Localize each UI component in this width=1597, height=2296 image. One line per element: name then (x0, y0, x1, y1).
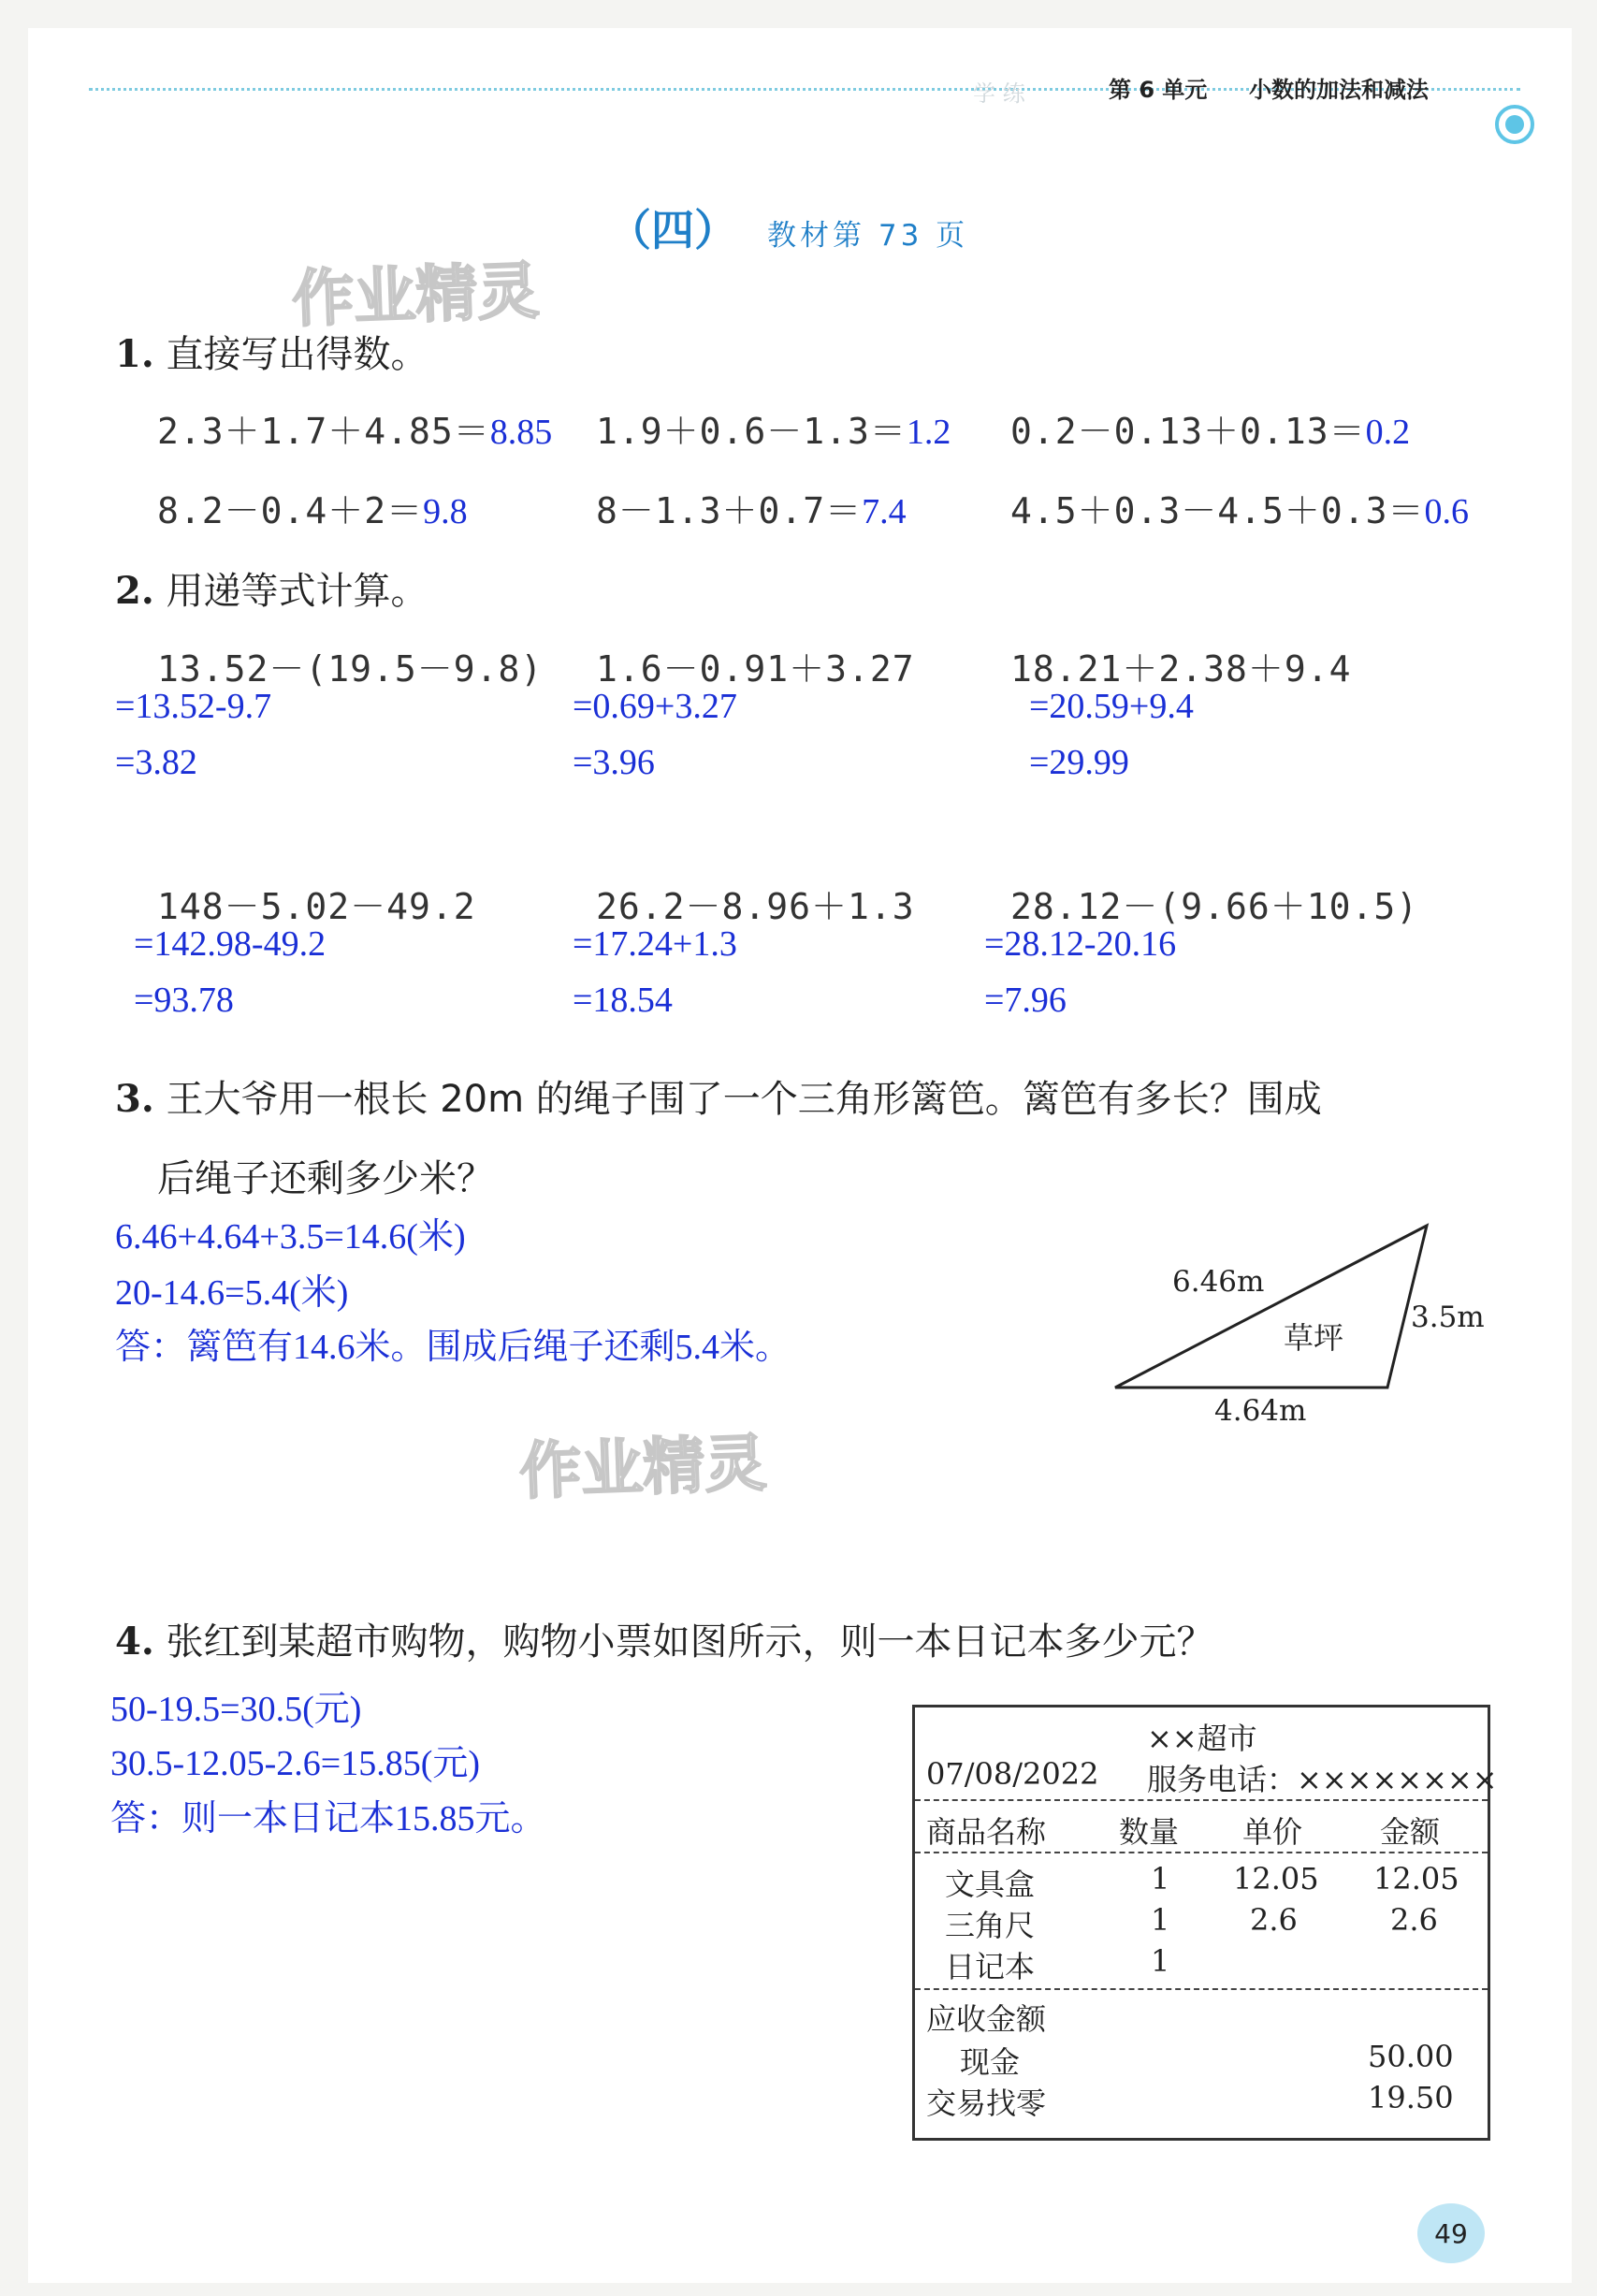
question-2-title (115, 561, 428, 615)
receipt-phone: 服务电话：×××××××× (1147, 1762, 1498, 1797)
header-topic: 小数的加法和减法 (1249, 77, 1429, 103)
q2-step: =142.98-49.2 (134, 924, 327, 964)
q3-answer-line: 20-14.6=5.4(米) (115, 1273, 349, 1313)
q1-expression: 8－1.3＋0.7＝ (596, 490, 863, 531)
receipt-date: 07/08/2022 (926, 1756, 1099, 1792)
receipt-item-qty: 1 (1151, 1902, 1170, 1938)
receipt-item-qty: 1 (1151, 1861, 1170, 1896)
receipt-item-amount: 12.05 (1373, 1861, 1459, 1896)
q2-step: =29.99 (1029, 743, 1129, 782)
q1-expression: 2.3＋1.7＋4.85＝ (157, 411, 490, 452)
q2-step: =18.54 (573, 981, 673, 1020)
q1-expression: 4.5＋0.3－4.5＋0.3＝ (1010, 490, 1425, 531)
triangle-side-label: 3.5m (1411, 1301, 1485, 1334)
q4-answer-line: 答：则一本日记本15.85元。 (110, 1799, 546, 1838)
receipt-cash-value: 50.00 (1368, 2039, 1454, 2074)
question-1-title (115, 325, 428, 378)
section-number: （四） (608, 205, 737, 255)
question-text: 直接写出得数。 (166, 333, 428, 376)
q1-answer: 1.2 (906, 413, 951, 452)
q1-expression: 0.2－0.13＋0.13＝ (1010, 411, 1366, 452)
header-faint-label: 学 练 (973, 80, 1025, 107)
q1-answer: 7.4 (862, 492, 907, 531)
question-number: 1. (115, 332, 154, 376)
receipt-change-value: 19.50 (1368, 2080, 1454, 2115)
receipt-header-name: 商品名称 (926, 1814, 1047, 1850)
q4-answer-line: 50-19.5=30.5(元) (110, 1690, 362, 1729)
receipt-item-name: 日记本 (945, 1949, 1036, 1984)
q2-step: =17.24+1.3 (573, 924, 737, 964)
header-circle-icon (1495, 105, 1534, 144)
q1-answer: 0.2 (1365, 413, 1411, 452)
question-number: 4. (115, 1620, 154, 1664)
receipt-item-price: 12.05 (1233, 1861, 1319, 1896)
triangle-area-label: 草坪 (1284, 1320, 1344, 1356)
q2-expression: 28.12－(9.66＋10.5) (1010, 886, 1419, 927)
receipt-item-price: 2.6 (1250, 1902, 1298, 1938)
q1-item (1010, 402, 1410, 454)
q1-expression: 1.9＋0.6－1.3＝ (596, 411, 907, 452)
receipt-header-price: 单价 (1242, 1814, 1303, 1850)
q2-step: =20.59+9.4 (1029, 687, 1194, 726)
q1-item (1010, 482, 1469, 533)
triangle-side-label: 6.46m (1172, 1265, 1265, 1299)
triangle-side-label: 4.64m (1214, 1394, 1307, 1428)
q2-step: =3.96 (573, 743, 655, 782)
watermark-logo: 作业精灵 (517, 1427, 768, 1508)
section-reference: 教材第 73 页 (767, 219, 969, 253)
q1-item (157, 402, 552, 454)
q2-expression: 13.52－(19.5－9.8) (157, 648, 544, 690)
q2-expression: 148－5.02－49.2 (157, 886, 476, 927)
q3-answer-line: 答：篱笆有14.6米。围成后绳子还剩5.4米。 (115, 1328, 791, 1367)
question-text: 王大爷用一根长 20m 的绳子围了一个三角形篱笆。篱笆有多长？围成 (166, 1078, 1322, 1121)
q1-answer: 8.85 (489, 413, 553, 452)
receipt-due-label: 应收金额 (926, 2001, 1047, 2037)
q1-expression: 8.2－0.4＋2＝ (157, 490, 424, 531)
question-number: 3. (115, 1077, 154, 1121)
header-unit: 第 6 单元 (1109, 77, 1208, 103)
q1-item (596, 402, 951, 454)
receipt-item-name: 三角尺 (945, 1908, 1036, 1943)
receipt-header-amount: 金额 (1380, 1814, 1441, 1850)
q2-step: =3.82 (115, 743, 197, 782)
page-number: 49 (1417, 2203, 1485, 2263)
receipt-divider (915, 1852, 1488, 1853)
question-3-title-cont: 后绳子还剩多少米？ (157, 1157, 494, 1200)
receipt-header-qty: 数量 (1119, 1814, 1180, 1850)
question-4-title (115, 1612, 1213, 1665)
q2-step: =93.78 (134, 981, 234, 1020)
q2-step: =28.12-20.16 (984, 924, 1177, 964)
q2-step: =7.96 (984, 981, 1067, 1020)
q1-answer: 0.6 (1424, 492, 1470, 531)
receipt-divider (915, 1799, 1488, 1801)
receipt-item-amount: 2.6 (1390, 1902, 1438, 1938)
q2-expression: 26.2－8.96＋1.3 (596, 886, 915, 927)
watermark-logo: 作业精灵 (290, 254, 541, 336)
question-number: 2. (115, 569, 154, 613)
triangle-shape (1115, 1226, 1427, 1388)
question-3-title (115, 1069, 1322, 1123)
q1-answer: 9.8 (423, 492, 468, 531)
question-text: 用递等式计算。 (166, 570, 428, 613)
receipt-item-name: 文具盒 (945, 1867, 1036, 1902)
q3-answer-line: 6.46+4.64+3.5=14.6(米) (115, 1217, 466, 1257)
q2-expression: 18.21＋2.38＋9.4 (1010, 648, 1352, 690)
receipt-store: ××超市 (1147, 1721, 1257, 1756)
receipt-item-qty: 1 (1151, 1943, 1170, 1979)
receipt-cash-label: 现金 (960, 2044, 1021, 2080)
question-text: 张红到某超市购物，购物小票如图所示，则一本日记本多少元？ (166, 1620, 1214, 1664)
q2-step: =13.52-9.7 (115, 687, 272, 726)
q2-step: =0.69+3.27 (573, 687, 737, 726)
q1-item (157, 482, 468, 533)
receipt-change-label: 交易找零 (926, 2085, 1047, 2121)
shopping-receipt (912, 1705, 1498, 2141)
receipt-divider (915, 1988, 1488, 1990)
q1-item (596, 482, 907, 533)
q2-expression: 1.6－0.91＋3.27 (596, 648, 915, 690)
q4-answer-line: 30.5-12.05-2.6=15.85(元) (110, 1744, 481, 1783)
